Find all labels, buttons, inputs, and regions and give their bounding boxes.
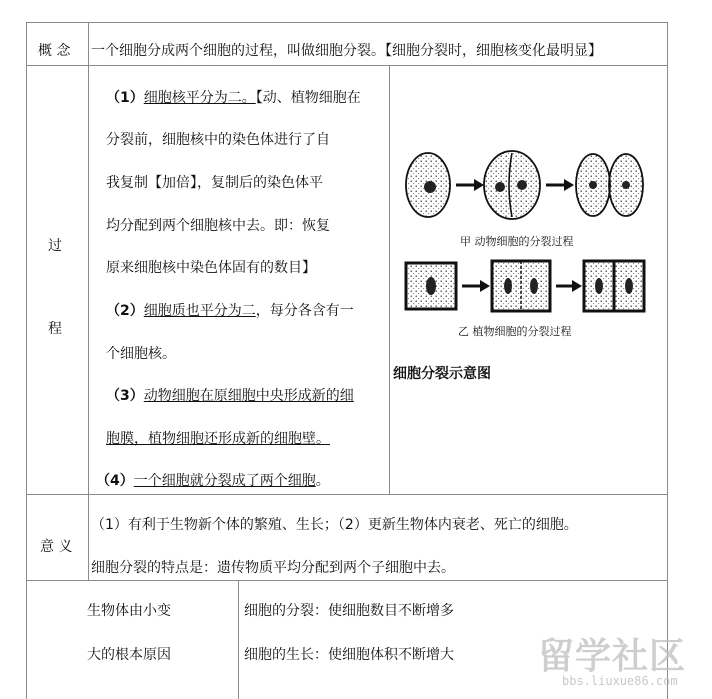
arrow-icon <box>556 280 582 292</box>
table-row-divider <box>26 580 668 581</box>
step-3-line-1 <box>106 386 354 406</box>
step-4-end: 。 <box>315 473 330 489</box>
step-1-line-4: 均分配到两个细胞核中去。即：恢复 <box>106 218 330 234</box>
step-4-number: （4） <box>96 473 134 489</box>
step-4-line <box>96 471 330 491</box>
step-2-rest: ，每分各含有一 <box>255 303 354 319</box>
diagram-label-plant: 乙 植物细胞的分裂过程 <box>458 325 572 338</box>
process-label-1: 过 <box>48 238 62 254</box>
table-border-left <box>26 22 27 699</box>
significance-line-2: 细胞分裂的特点是：遗传物质平均分配到两个子细胞中去。 <box>91 560 455 576</box>
step-3-underlined-1: 动物细胞在原细胞中央形成新的细 <box>143 388 354 404</box>
step-2-underlined: 细胞质也平分为二 <box>143 303 256 319</box>
concept-text: 一个细胞分成两个细胞的过程，叫做细胞分裂。【细胞分裂时，细胞核变化最明显】 <box>91 43 602 59</box>
growth-left-line-1: 生物体由小变 <box>87 603 171 619</box>
process-label-2: 程 <box>48 321 62 337</box>
animal-cell-2 <box>484 151 540 219</box>
watermark-logo <box>538 628 708 694</box>
diagram-label-animal: 甲 动物细胞的分裂过程 <box>460 235 574 248</box>
animal-cell-daughters <box>576 154 643 216</box>
table-column-divider <box>88 22 89 580</box>
watermark-url: bbs.liuxue86.com <box>562 674 678 688</box>
watermark-text: 留学社区 <box>538 636 687 677</box>
table-border-right <box>667 22 668 699</box>
table-column-divider <box>238 581 239 699</box>
table-border-top <box>26 22 668 23</box>
step-2-line-1 <box>106 301 354 321</box>
step-1-line-3: 我复制【加倍】，复制后的染色体平 <box>106 175 323 191</box>
arrow-icon <box>456 179 484 191</box>
step-3-line-2: 胞膜，植物细胞还形成新的细胞壁。 <box>106 431 330 447</box>
animal-cell-1 <box>406 153 450 217</box>
plant-cell-1 <box>406 263 456 309</box>
growth-right-line-2: 细胞的生长：使细胞体积不断增大 <box>244 647 454 663</box>
table-row-divider <box>26 494 668 495</box>
step-1-line-2: 分裂前，细胞核中的染色体进行了自 <box>106 132 330 148</box>
cell-division-diagram <box>400 145 650 345</box>
step-3-number: （3） <box>106 388 144 404</box>
significance-label: 意 义 <box>40 539 73 555</box>
table-column-divider <box>389 66 390 494</box>
step-2-line-2: 个细胞核。 <box>106 346 176 362</box>
concept-label: 概 念 <box>38 43 71 59</box>
step-4-underlined: 一个细胞就分裂成了两个细胞 <box>133 473 316 489</box>
step-1-rest: 【动、植物细胞在 <box>255 90 361 106</box>
step-1-number: （1） <box>106 90 144 106</box>
plant-cell-2 <box>492 261 550 311</box>
growth-left-line-2: 大的根本原因 <box>87 647 171 663</box>
plant-cell-daughters <box>584 261 644 311</box>
table-row-divider <box>26 65 668 66</box>
diagram-caption: 细胞分裂示意图 <box>393 366 491 382</box>
growth-right-line-1: 细胞的分裂：使细胞数目不断增多 <box>244 603 454 619</box>
arrow-icon <box>462 280 490 292</box>
step-1-line-5: 原来细胞核中染色体固有的数目】 <box>106 260 316 276</box>
step-1-line-1 <box>106 88 361 108</box>
significance-line-1: （1）有利于生物新个体的繁殖、生长；（2）更新生物体内衰老、死亡的细胞。 <box>91 517 578 533</box>
step-1-underlined: 细胞核平分为二。 <box>143 90 256 106</box>
arrow-icon <box>546 179 574 191</box>
step-2-number: （2） <box>106 303 144 319</box>
